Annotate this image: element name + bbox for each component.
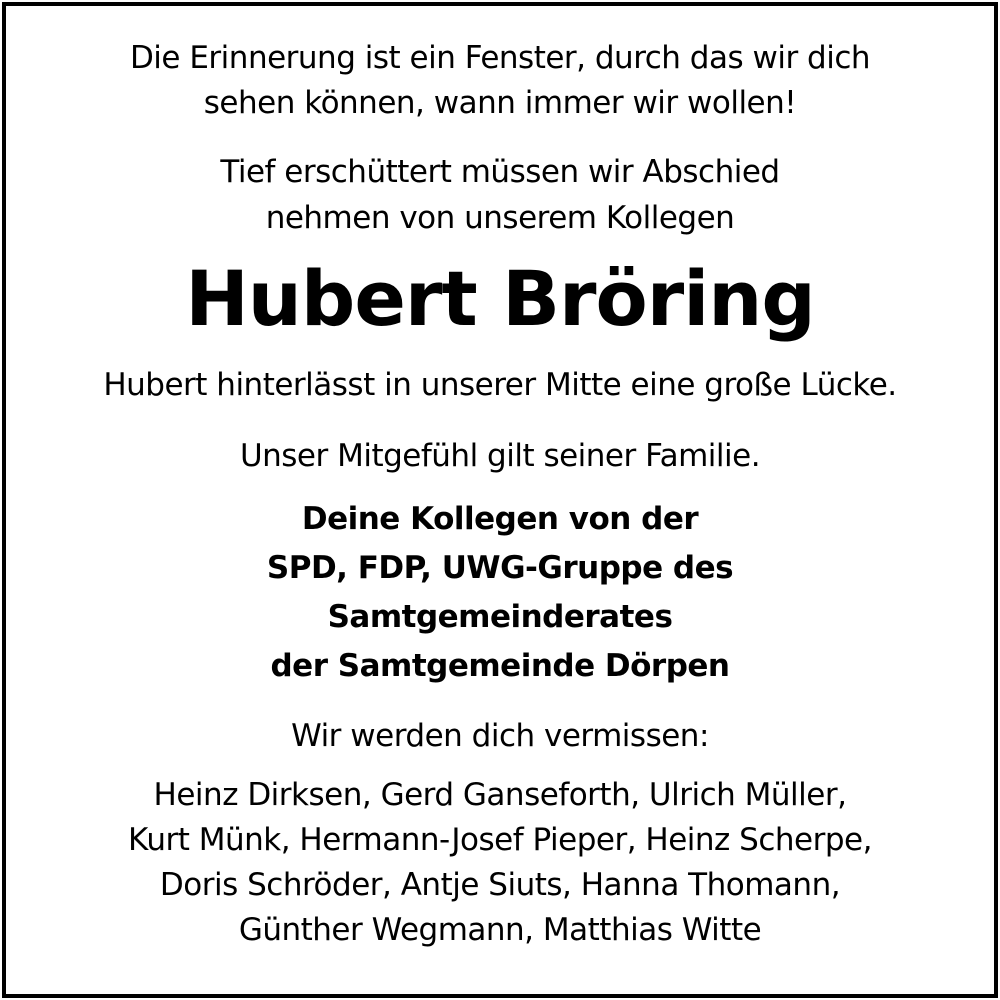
signatory-line-3: Doris Schröder, Antje Siuts, Hanna Thomann, — [159, 867, 841, 903]
signatory-line-1: Heinz Dirksen, Gerd Ganseforth, Ulrich Müller, — [153, 777, 847, 813]
sender-line-2: SPD, FDP, UWG-Gruppe des — [266, 550, 734, 586]
gap-text: Hubert hinterlässt in unserer Mitte eine große Lücke. — [103, 367, 897, 403]
intro-line-2: nehmen von unserem Kollegen — [265, 200, 735, 236]
signatory-line-4: Günther Wegmann, Matthias Witte — [238, 912, 762, 948]
sympathy-text: Unser Mitgefühl gilt seiner Familie. — [239, 438, 761, 474]
signatory-line-2: Kurt Münk, Hermann-Josef Pieper, Heinz Scherpe, — [128, 822, 872, 858]
miss-text: Wir werden dich vermissen: — [291, 718, 709, 754]
deceased-name: Hubert Bröring — [185, 254, 815, 343]
intro-line-1: Tief erschüttert müssen wir Abschied — [220, 154, 780, 190]
sender-line-3: Samtgemeinderates — [327, 599, 673, 635]
sender-line-4: der Samtgemeinde Dörpen — [270, 648, 730, 684]
quote-line-2: sehen können, wann immer wir wollen! — [203, 85, 797, 121]
quote-line-1: Die Erinnerung ist ein Fenster, durch das wir dich — [129, 40, 871, 76]
sender-line-1: Deine Kollegen von der — [301, 501, 699, 537]
